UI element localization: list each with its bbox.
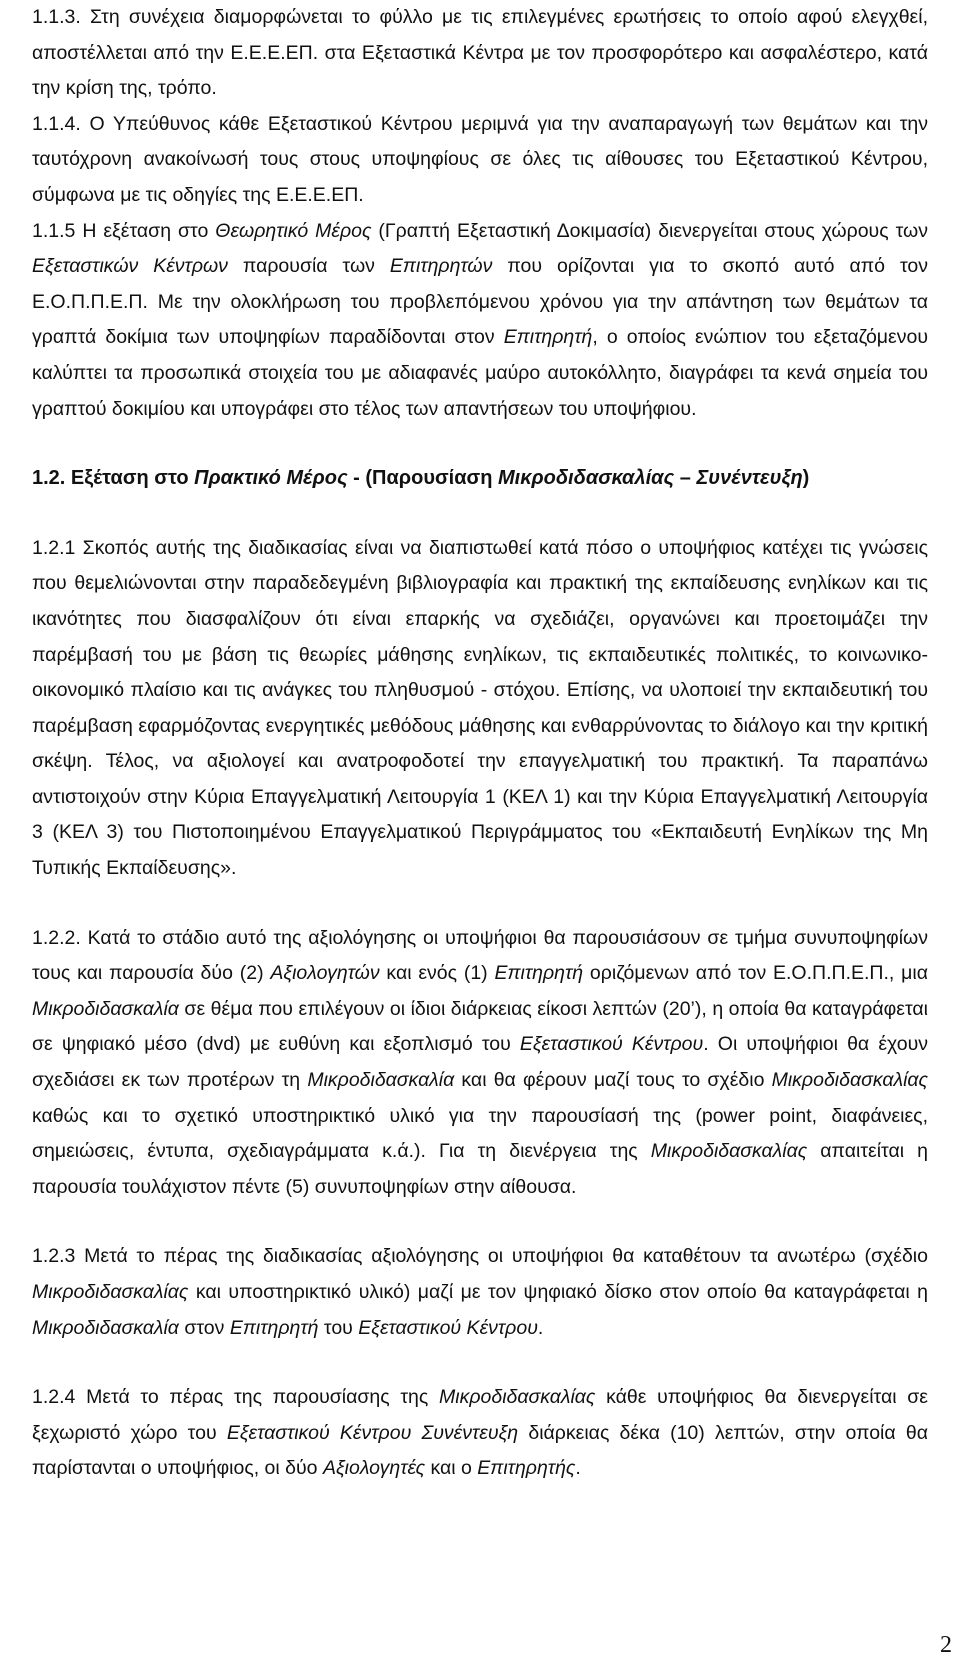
text-run: 1.2.2. Κατά το στάδιο αυτό της αξιολόγησης οι υποψήφιοι θα παρουσιάσουν σε τμήμα συνυποψηφίων τους και παρουσία δύο (2) [32, 926, 928, 985]
heading-italic-run: Συνέντευξη [696, 467, 803, 490]
text-run: οριζόμενων από τον Ε.Ο.Π.Π.Ε.Π., μια [583, 962, 928, 985]
text-run: παρουσία των [227, 255, 390, 278]
text-run: . [575, 1457, 581, 1480]
text-run: 1.2.3 Μετά το πέρας της διαδικασίας αξιολόγησης οι υποψήφιοι θα καταθέτουν τα ανωτέρω (σχέδιο [32, 1245, 928, 1268]
italic-run: Μικροδιδασκαλίας [650, 1140, 808, 1163]
heading-run: 1.2. Εξέταση στο [32, 467, 195, 490]
section-heading-1-2 [32, 461, 928, 497]
italic-run: Επιτηρητή [229, 1316, 319, 1339]
heading-run: - (Παρουσίαση [347, 467, 498, 490]
paragraph-1-1-5 [32, 214, 928, 428]
text-run: (Γραπτή Εξεταστική Δοκιμασία) διενεργείται στους χώρους των [371, 219, 928, 242]
text-run: απαιτείται η παρουσία τουλάχιστον πέντε (5) συνυποψηφίων στην αίθουσα. [32, 1140, 929, 1198]
text-run: διάρκειας δέκα (10) λεπτών, στην οποία θα παρίστανται ο υποψήφιος, οι δύο [32, 1421, 928, 1480]
text-run: . Οι υποψήφιοι θα έχουν σχεδιάσει εκ των προτέρων τη [32, 1033, 928, 1092]
text-run: του [318, 1316, 359, 1339]
spacer [32, 1346, 928, 1380]
text-run [411, 1422, 421, 1444]
text-run: και θα φέρουν μαζί τους το σχέδιο [454, 1069, 772, 1092]
italic-run: Εξεταστικών Κέντρων [32, 255, 228, 278]
italic-run: Μικροδιδασκαλία [32, 1316, 179, 1339]
text-run: και ο [425, 1457, 478, 1480]
paragraph-1-2-1: 1.2.1 Σκοπός αυτής της διαδικασίας είναι να διαπιστωθεί κατά πόσο ο υποψήφιος κατέχει τις γνώσεις που θεμελιώνονται στην παραδεδεγμένη βιβλιογραφία και πρακτική της εκπαίδευσης ενηλίκων και τις ικανότητες που διασφαλίζουν ότι είναι επαρκής να σχεδιάζει, οργανώνει και προετοιμάζει την παρέμβασή του με βάση τις θεωρίες μάθησης ενηλίκων, τις εκπαιδευτικές πολιτικές, το κοινωνικο-οικονομικό πλαίσιο και τις ανάγκες του πληθυσμού - στόχου. Επίσης, να υλοποιεί την εκπαιδευτική του παρέμβαση εφαρμόζοντας ενεργητικές μεθόδους μάθησης και ενθαρρύνοντας το διάλογο και την κριτική σκέψη. Τέλος, να αξιολογεί και ανατροφοδοτεί την επαγγελματική του πρακτική. Τα παραπάνω αντιστοιχούν στην Κύρια Επαγγελματική Λειτουργία 1 (ΚΕΛ 1) και την Κύρια Επαγγελματική Λειτουργία 3 (ΚΕΛ 3) του Πιστοποιημένου Επαγγελματικού Περιγράμματος του «Εκπαιδευτή Ενηλίκων της Μη Τυπικής Εκπαίδευσης». [32, 536, 928, 880]
paragraph-1-2-4 [32, 1380, 928, 1487]
paragraph-1-2-2 [32, 921, 928, 1206]
italic-run: Επιτηρητή [494, 962, 584, 985]
text-run: που ορίζονται για το σκοπό αυτό από τον Ε.Ο.Π.Π.Ε.Π. Με την ολοκλήρωση του προβλεπόμενου χρόνου για την απάντηση των θεμάτων τα γραπτά δοκίμια των υποψηφίων παραδίδονται στον [32, 255, 928, 349]
spacer [32, 427, 928, 461]
italic-run: Μικροδιδασκαλία [32, 997, 179, 1020]
italic-run: Επιτηρητής [477, 1457, 576, 1480]
text-run: και ενός (1) [379, 962, 495, 985]
paragraph-1-1-4: 1.1.4. Ο Υπεύθυνος κάθε Εξεταστικού Κέντρου μεριμνά για την αναπαραγωγή των θεμάτων και την ταυτόχρονη ανακοίνωσή τους στους υποψηφίους σε όλες τις αίθουσες του Εξεταστικού Κέντρου, σύμφωνα με τις οδηγίες της Ε.Ε.Ε.ΕΠ. [32, 112, 928, 206]
text-run: 1.2.4 Μετά το πέρας της παρουσίασης της [32, 1386, 440, 1409]
spacer [32, 497, 928, 531]
italic-run: Επιτηρητών [389, 255, 493, 278]
text-run: στον [178, 1316, 230, 1339]
heading-italic-run: Πρακτικό Μέρος [194, 467, 348, 490]
italic-run: Μικροδιδασκαλίας [439, 1386, 596, 1409]
italic-run: Συνέντευξη [421, 1421, 519, 1444]
italic-run: Μικροδιδασκαλίας [771, 1069, 928, 1092]
text-run: καθώς και το σχετικό υποστηρικτικό υλικό για την παρουσίασή της (power point, διαφάνειες, σημειώσεις, έντυπα, σχεδιαγράμματα κ.ά.). Για τη διενέργεια της [32, 1104, 928, 1163]
italic-run: Θεωρητικό Μέρος [215, 219, 372, 242]
text-run: , ο οποίος ενώπιον του εξεταζόμενου καλύπτει τα προσωπικά στοιχεία του με αδιαφανές μαύρο αυτοκόλλητο, διαγράφει τα κενά σημεία του γραπτού δοκιμίου και υπογράφει στο τέλος των απαντήσεων του υποψήφιου. [32, 326, 928, 420]
spacer [32, 1205, 928, 1239]
document-page [32, 0, 928, 1678]
italic-run: Εξεταστικού Κέντρου [358, 1316, 538, 1339]
text-run: . [537, 1316, 544, 1339]
spacer [32, 887, 928, 921]
paragraph-1-2-3 [32, 1239, 928, 1346]
text-run: 1.1.5 Η εξέταση στο [32, 219, 216, 242]
italic-run: Αξιολογητές [322, 1457, 426, 1480]
paragraph-1-1-3: 1.1.3. Στη συνέχεια διαμορφώνεται το φύλλο με τις επιλεγμένες ερωτήσεις το οποίο αφού ελεγχθεί, αποστέλλεται από την Ε.Ε.Ε.ΕΠ. στα Εξεταστικά Κέντρα με τον προσφορότερο και ασφαλέστερο, κατά την κρίση της, τρόπο. [32, 6, 928, 100]
text-run: κάθε υποψήφιος θα διενεργείται σε ξεχωριστό χώρο του [32, 1386, 928, 1444]
heading-run: – [674, 467, 697, 490]
italic-run: Μικροδιδασκαλίας [32, 1281, 189, 1303]
page-number: 2 [940, 1632, 952, 1658]
italic-run: Εξεταστικού Κέντρου [226, 1421, 412, 1444]
text-run: και υποστηρικτικό υλικό) μαζί με τον ψηφιακό δίσκο στον οποίο θα καταγράφεται η [188, 1281, 928, 1303]
heading-italic-run: Μικροδιδασκαλίας [497, 467, 675, 490]
text-run: σε θέμα που επιλέγουν οι ίδιοι διάρκειας είκοσι λεπτών (20’), η οποία θα καταγράφεται σε ψηφιακό μέσο (dvd) με ευθύνη και εξοπλισμό του [32, 997, 928, 1056]
heading-run: ) [802, 467, 810, 490]
italic-run: Επιτηρητή [503, 326, 593, 349]
italic-run: Εξεταστικού Κέντρου [519, 1033, 704, 1056]
italic-run: Μικροδιδασκαλία [307, 1069, 455, 1092]
italic-run: Αξιολογητών [270, 962, 380, 985]
